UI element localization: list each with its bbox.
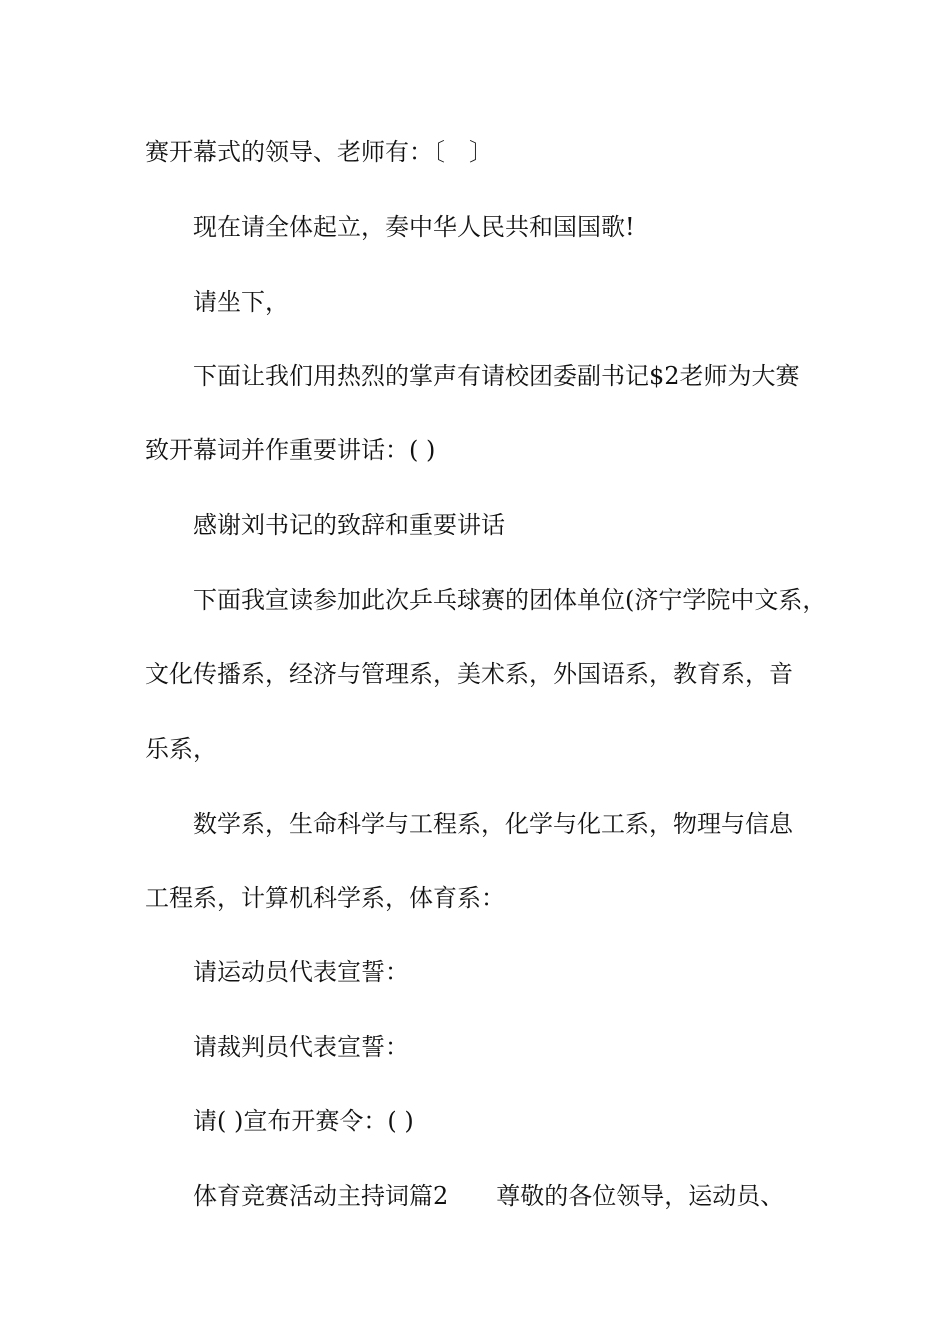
text-line: 乐系， (145, 735, 217, 763)
text-line: 文化传播系，经济与管理系，美术系，外国语系，教育系，音 (145, 660, 793, 688)
text-line: 工程系，计算机科学系，体育系： (145, 884, 505, 912)
text-line: 请( )宣布开赛令：( ) (193, 1107, 414, 1135)
text-line: 请坐下， (193, 288, 289, 316)
text-line: 体育竞赛活动主持词篇2 尊敬的各位领导，运动员、 (193, 1182, 785, 1210)
text-line: 下面让我们用热烈的掌声有请校团委副书记$2老师为大赛 (193, 362, 800, 390)
text-line: 感谢刘书记的致辞和重要讲话 (193, 511, 505, 539)
text-line: 请裁判员代表宣誓： (193, 1033, 409, 1061)
text-line: 赛开幕式的领导、老师有：〔 〕 (145, 138, 493, 166)
text-line: 下面我宣读参加此次乒乓球赛的团体单位(济宁学院中文系， (193, 586, 827, 614)
text-line: 请运动员代表宣誓： (193, 958, 409, 986)
text-line: 数学系，生命科学与工程系，化学与化工系，物理与信息 (193, 810, 793, 838)
text-line: 现在请全体起立，奏中华人民共和国国歌! (193, 213, 635, 241)
text-line: 致开幕词并作重要讲话：( ) (145, 436, 436, 464)
